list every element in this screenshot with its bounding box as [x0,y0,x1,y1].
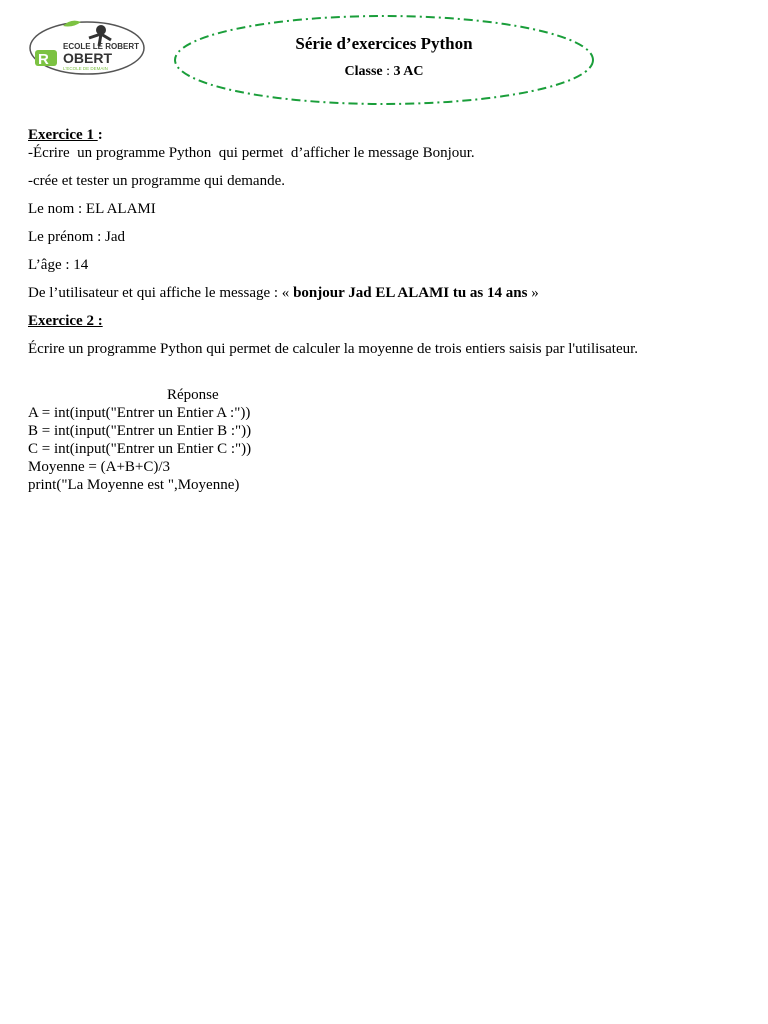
code-line: A = int(input("Entrer un Entier A :")) [28,405,251,421]
exercise1-heading [28,126,748,144]
class-value: 3 AC [393,64,424,79]
exercise1-message [28,284,748,302]
school-logo [29,16,149,76]
svg-text:OBERT: OBERT [63,50,112,66]
exercise1-age: L’âge : 14 [28,257,89,273]
exercise1-prenom: Le prénom : Jad [28,229,126,245]
exercise2-heading-text: Exercice 2 : [28,313,103,329]
document-body [28,126,748,494]
code-line: Moyenne = (A+B+C)/3 [28,459,171,475]
exercise1-line2: -crée et tester un programme qui demande. [28,173,285,189]
class-info [173,64,595,80]
class-separator: : [382,64,394,79]
logo-graphic [29,16,149,76]
title-oval [173,14,595,106]
message-prefix: De l’utilisateur et qui affiche le message : « [28,285,294,301]
exercise2-statement: Écrire un programme Python qui permet de calculer la moyenne de trois entiers saisis par l'utilisateur. [28,341,639,357]
exercise1-heading-text: Exercice 1 [28,127,98,143]
answer-title: Réponse [167,387,219,403]
message-suffix: » [527,285,539,301]
svg-text:R: R [38,51,49,68]
logo-school-label: ECOLE LE ROBERT [63,42,140,51]
exercise2-heading [28,312,748,330]
code-line: B = int(input("Entrer un Entier B :")) [28,423,252,439]
code-line: C = int(input("Entrer un Entier C :")) [28,441,252,457]
exercise1-line1: -Écrire un programme Python qui permet d’afficher le message Bonjour. [28,145,475,161]
exercise1-nom: Le nom : EL ALAMI [28,201,156,217]
message-bold: bonjour Jad EL ALAMI tu as 14 ans [293,285,528,301]
document-title: Série d’exercices Python [295,34,473,53]
logo-tagline: L'ECOLE DE DEMAIN [63,66,108,71]
class-label: Classe [344,64,383,79]
exercise1-heading-colon: : [97,127,103,143]
dashed-oval-border [173,14,595,106]
code-line: print("La Moyenne est ",Moyenne) [28,477,240,493]
